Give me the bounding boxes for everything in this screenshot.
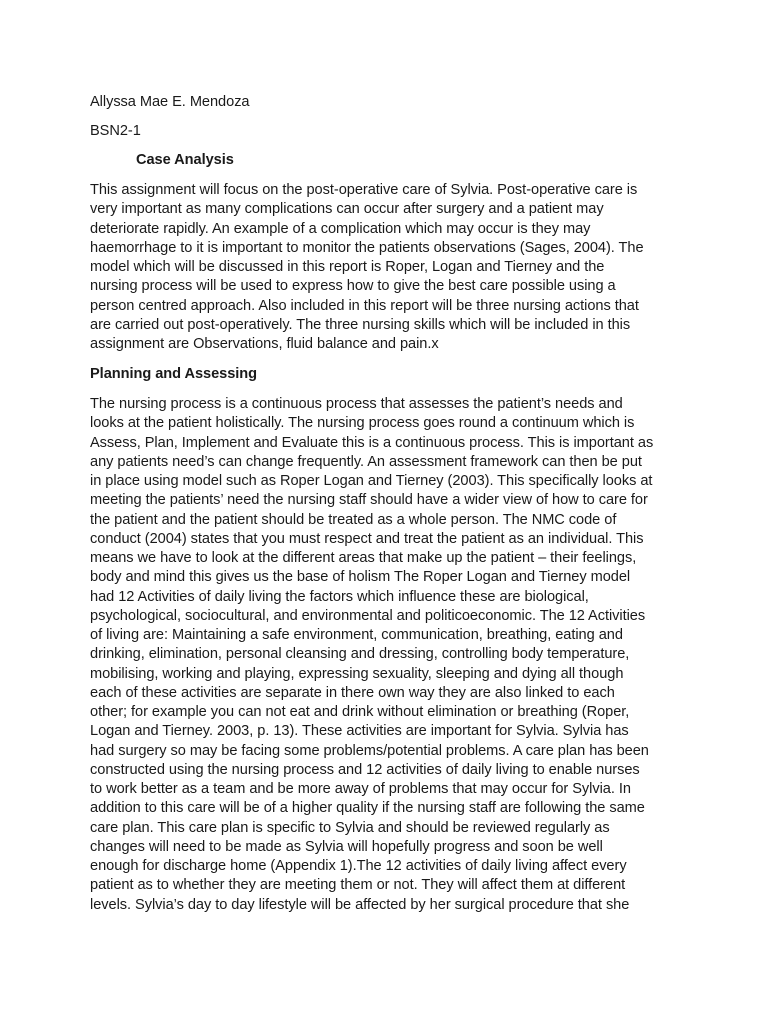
text-line: each of these activities are separate in there own way they are also linked to each	[90, 684, 615, 701]
text-line: assignment are Observations, fluid balance and pain.x	[90, 336, 439, 352]
text-line: had 12 Activities of daily living the factors which influence these are biological,	[90, 588, 589, 605]
text-line: model which will be discussed in this report is Roper, Logan and Tierney and the	[90, 259, 605, 275]
text-line: changes will need to be made as Sylvia will hopefully progress and soon be well	[90, 838, 603, 855]
text-line: person centred approach. Also included in this report will be three nursing actions that	[90, 297, 639, 314]
text-line: to work better as a team and be more away of problems that may occur for Sylvia. In	[90, 781, 631, 797]
text-line: Assess, Plan, Implement and Evaluate this is a continuous process. This is important as	[90, 434, 654, 451]
text-line: constructed using the nursing process and 12 activities of daily living to enable nurses	[90, 761, 640, 778]
text-line: body and mind this gives us the base of holism The Roper Logan and Tierney model	[90, 569, 631, 586]
text-line: enough for discharge home (Appendix 1).The 12 activities of daily living affect every	[90, 858, 627, 874]
text-line: The nursing process is a continuous process that assesses the patient’s needs and	[90, 396, 623, 412]
text-line: nursing process will be used to express how to give the best care possible using a	[90, 278, 616, 295]
text-line: psychological, sociocultural, and environmental and politicoeconomic. The 12 Activities	[90, 607, 646, 624]
text-line: very important as many complications can occur after surgery and a patient may	[90, 201, 604, 218]
text-line: had surgery so may be facing some problems/potential problems. A care plan has been	[90, 742, 649, 759]
text-line: levels. Sylvia’s day to day lifestyle will be affected by her surgical procedure that she	[90, 896, 630, 913]
text-line: are carried out post-operatively. The three nursing skills which will be included in this	[90, 316, 631, 333]
text-line: the patient and the patient should be treated as a whole person. The NMC code of	[90, 511, 617, 528]
text-line: conduct (2004) states that you must respect and treat the patient as an individual. This	[90, 530, 644, 547]
text-line: of living are: Maintaining a safe environment, communication, breathing, eating and	[90, 627, 623, 643]
text-line: patient as to whether they are meeting them or not. They will affect them at different	[90, 877, 626, 894]
section-heading-planning: Planning and Assessing	[90, 366, 258, 382]
text-line: deteriorate rapidly. An example of a complication which may occur is they may	[90, 220, 591, 237]
text-line: other; for example you can not eat and drink without elimination or breathing (Roper,	[90, 704, 630, 720]
text-line: any patients need’s can change frequently. An assessment framework can then be put	[90, 453, 642, 470]
document-title: Case Analysis	[136, 152, 234, 168]
text-line: haemorrhage to it is important to monitor the patients observations (Sages, 2004). The	[90, 239, 644, 256]
text-line: This assignment will focus on the post-operative care of Sylvia. Post-operative care is	[90, 182, 638, 198]
text-line: mobilising, working and playing, expressing sexuality, sleeping and dying all though	[90, 665, 624, 682]
text-line: drinking, elimination, personal cleansing and dressing, controlling body temperature,	[90, 646, 630, 663]
text-line: in place using model such as Roper Logan and Tierney (2003). This specifically looks at	[90, 473, 653, 489]
class-section: BSN2-1	[90, 123, 141, 139]
text-line: looks at the patient holistically. The nursing process goes round a continuum which is	[90, 415, 635, 432]
author-name: Allyssa Mae E. Mendoza	[90, 94, 250, 110]
text-line: Logan and Tierney. 2003, p. 13). These activities are important for Sylvia. Sylvia has	[90, 723, 629, 740]
text-line: meeting the patients’ need the nursing staff should have a wider view of how to care for	[90, 492, 648, 509]
text-line: addition to this care will be of a higher quality if the nursing staff are following the same	[90, 800, 645, 817]
text-line: care plan. This care plan is specific to Sylvia and should be reviewed regularly as	[90, 819, 610, 836]
text-line: means we have to look at the different areas that make up the patient – their feelings,	[90, 550, 637, 566]
